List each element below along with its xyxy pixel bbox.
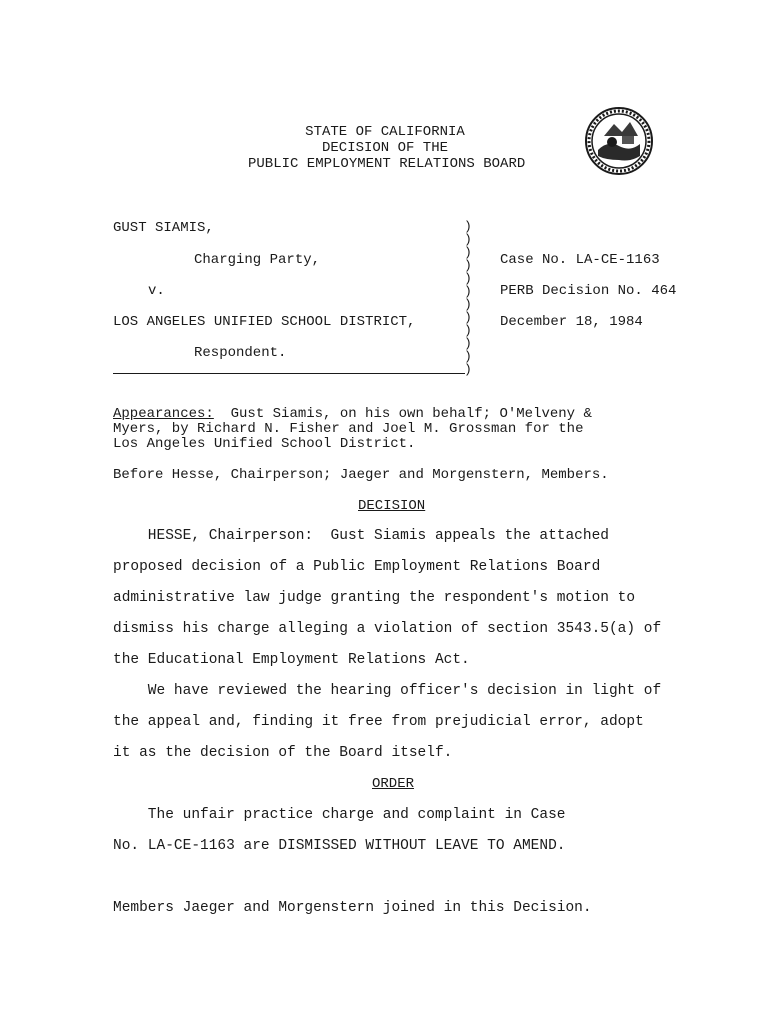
order-line: No. LA-CE-1163 are DISMISSED WITHOUT LEAVE TO AMEND. bbox=[113, 838, 566, 854]
decision-line: it as the decision of the Board itself. bbox=[113, 745, 453, 761]
caption-rule bbox=[113, 373, 465, 374]
decision-line: the Educational Employment Relations Act. bbox=[113, 652, 470, 668]
state-seal-icon bbox=[584, 106, 654, 176]
before-line: Before Hesse, Chairperson; Jaeger and Morgenstern, Members. bbox=[113, 467, 609, 483]
decision-number: PERB Decision No. 464 bbox=[500, 283, 677, 299]
order-heading: ORDER bbox=[372, 776, 415, 792]
charging-party-role: Charging Party, bbox=[194, 252, 321, 268]
decision-date: December 18, 1984 bbox=[500, 314, 643, 330]
decision-line: dismiss his charge alleging a violation of section 3543.5(a) of bbox=[113, 621, 662, 637]
decision-line: proposed decision of a Public Employment Relations Board bbox=[113, 559, 601, 575]
decision-heading: DECISION bbox=[358, 498, 426, 514]
decision-line: HESSE, Chairperson: Gust Siamis appeals the attached bbox=[113, 528, 609, 544]
decision-line: administrative law judge granting the respondent's motion to bbox=[113, 590, 636, 606]
header-line-1: STATE OF CALIFORNIA bbox=[305, 124, 465, 140]
appearances-line-2: Myers, by Richard N. Fisher and Joel M. Grossman for the bbox=[113, 421, 584, 437]
header-line-3: PUBLIC EMPLOYMENT RELATIONS BOARD bbox=[248, 156, 526, 172]
decision-line: We have reviewed the hearing officer's decision in light of bbox=[113, 683, 662, 699]
respondent-name: LOS ANGELES UNIFIED SCHOOL DISTRICT, bbox=[113, 314, 416, 330]
versus-label: v. bbox=[148, 283, 165, 299]
appearances-line-3: Los Angeles Unified School District. bbox=[113, 436, 416, 452]
header-line-2: DECISION OF THE bbox=[321, 140, 449, 156]
order-line: The unfair practice charge and complaint in Case bbox=[113, 807, 566, 823]
appearances-label: Appearances: bbox=[113, 406, 214, 422]
caption-bracket: ) ) ) ) ) ) ) ) ) ) ) ) bbox=[464, 219, 472, 377]
closing-line: Members Jaeger and Morgenstern joined in this Decision. bbox=[113, 900, 592, 916]
appearances-text: Gust Siamis, on his own behalf; O'Melveny & bbox=[213, 406, 592, 422]
appearances-line-1 bbox=[113, 406, 592, 422]
respondent-role: Respondent. bbox=[194, 345, 287, 361]
charging-party-name: GUST SIAMIS, bbox=[113, 220, 214, 236]
case-number: Case No. LA-CE-1163 bbox=[500, 252, 660, 268]
decision-line: the appeal and, finding it free from prejudicial error, adopt bbox=[113, 714, 644, 730]
